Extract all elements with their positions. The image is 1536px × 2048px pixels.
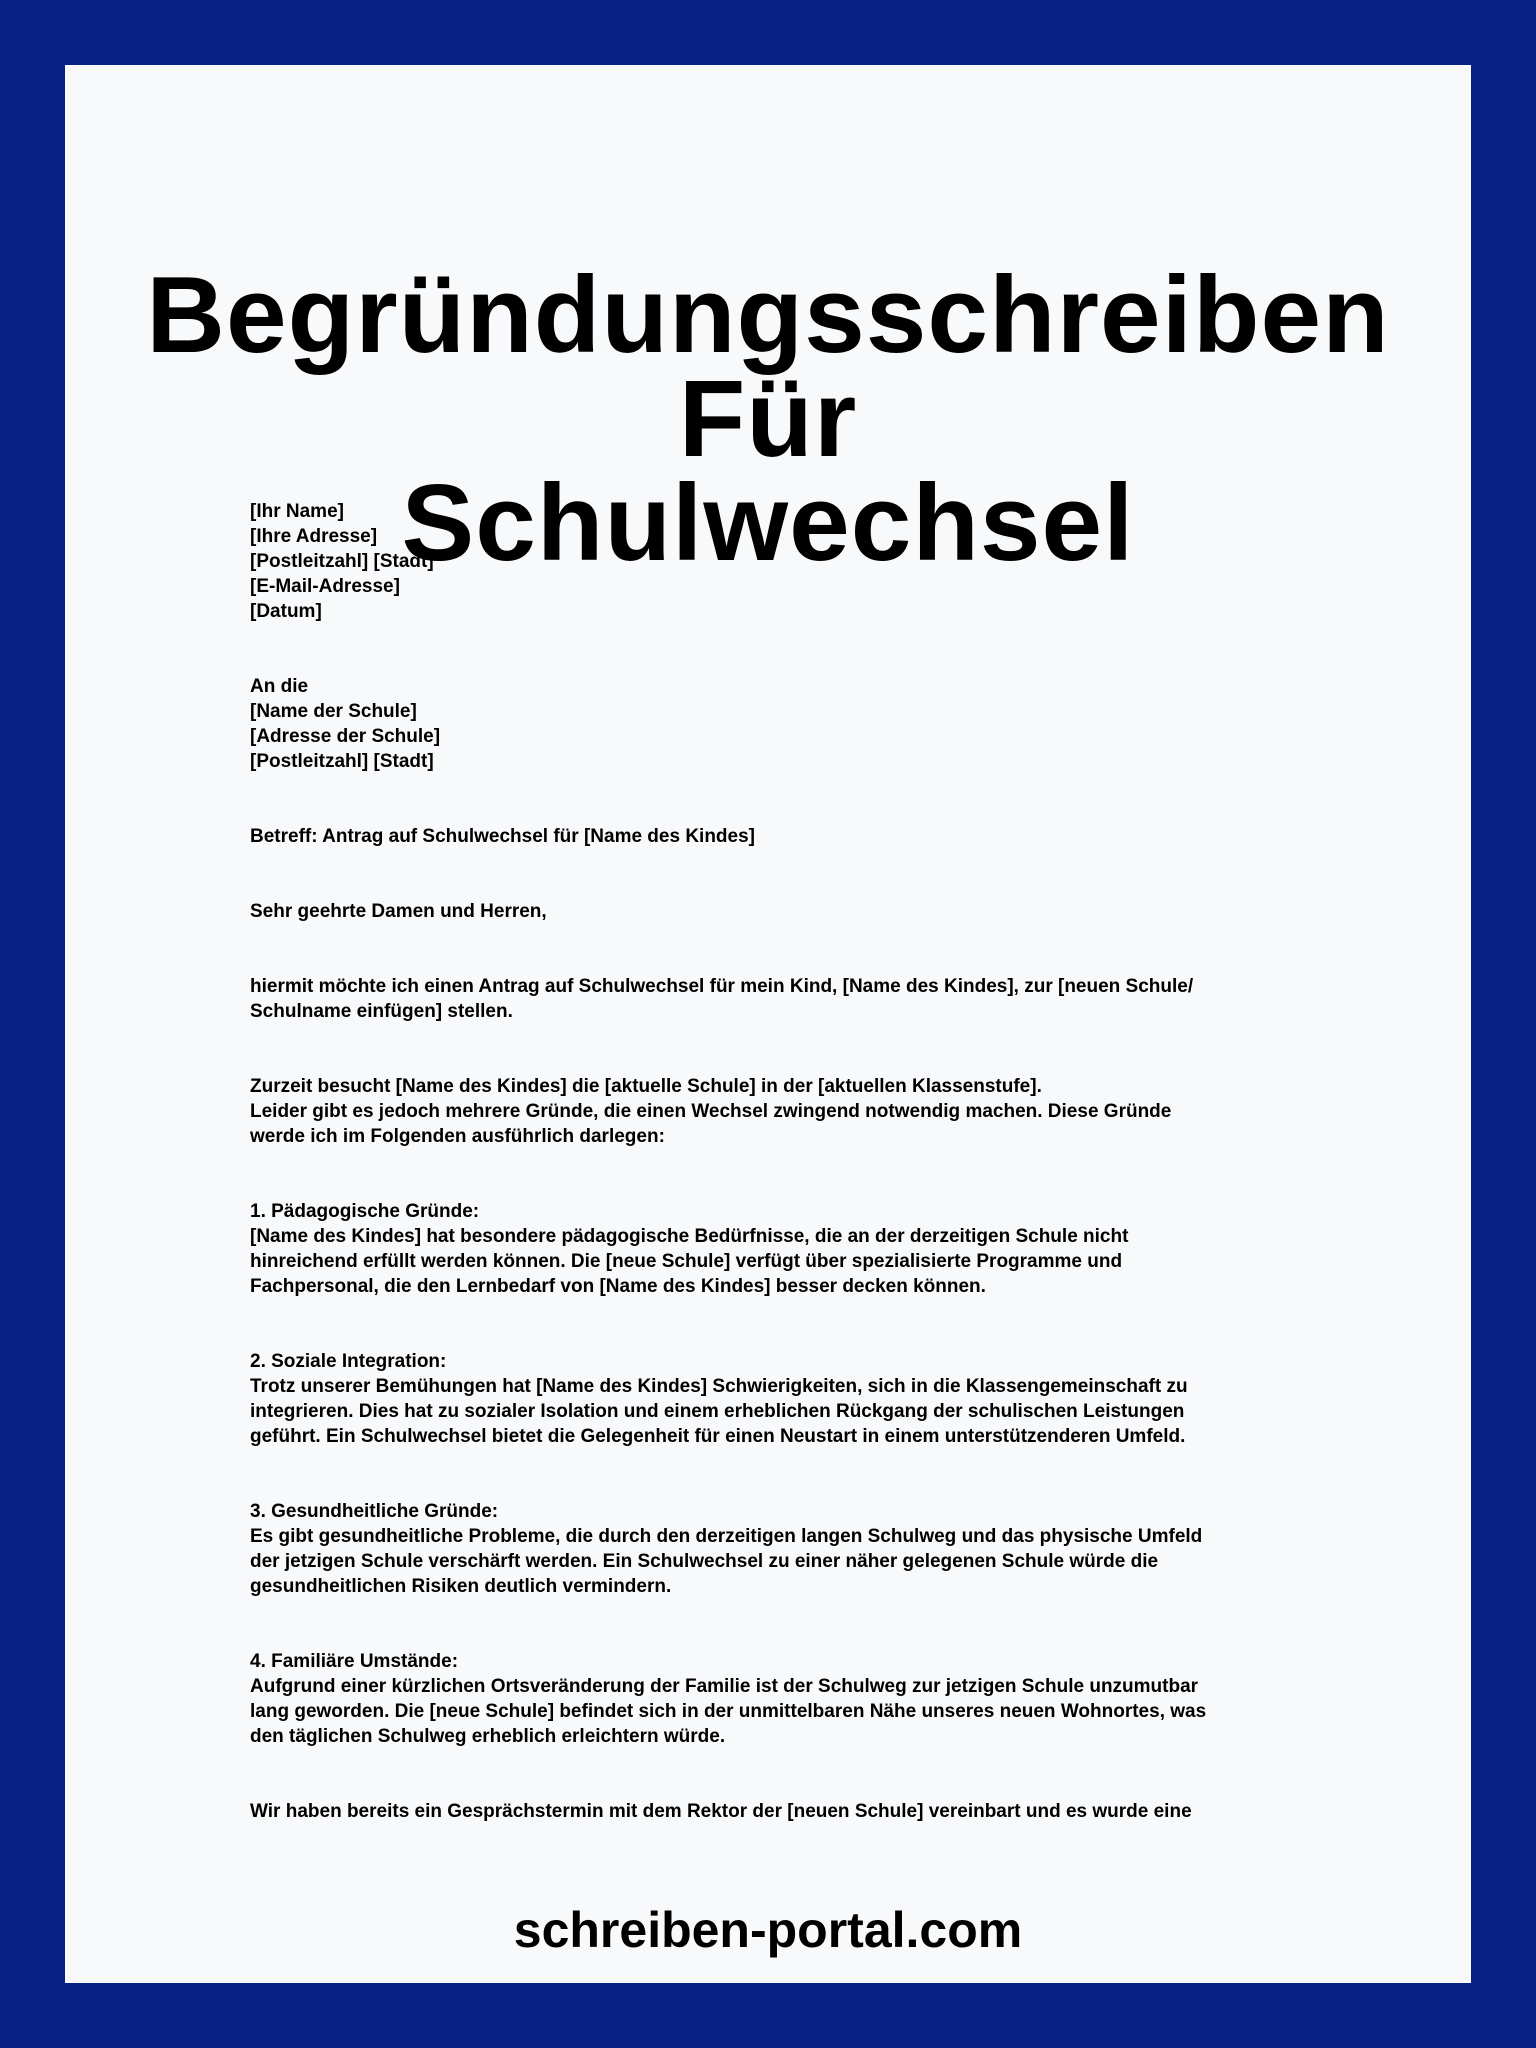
paragraph-line: Zurzeit besucht [Name des Kindes] die [aktuelle Schule] in der [aktuellen Klassenstufe]. [250, 1076, 1042, 1097]
title-line-1: Begründungsschreiben Für [146, 254, 1390, 480]
sender-date: [Datum] [250, 601, 322, 622]
paragraph-line: Wir haben bereits ein Gesprächstermin mit dem Rektor der [neuen Schule] vereinbart und es wurde eine [250, 1801, 1192, 1822]
recipient-address: [Adresse der Schule] [250, 726, 441, 747]
subject-line: Betreff: Antrag auf Schulwechsel für [Name des Kindes] [250, 826, 756, 847]
sender-block [250, 499, 1330, 624]
reason-heading: 3. Gesundheitliche Gründe: [250, 1501, 499, 1522]
recipient-block [250, 674, 1330, 774]
reason-heading: 4. Familiäre Umstände: [250, 1651, 459, 1672]
reason-heading: 2. Soziale Integration: [250, 1351, 447, 1372]
recipient-intro: An die [250, 676, 309, 697]
paragraph-line: hiermit möchte ich einen Antrag auf Schulwechsel für mein Kind, [Name des Kindes], zur [neuen Schule/ [250, 976, 1194, 997]
reason-heading: 1. Pädagogische Gründe: [250, 1201, 480, 1222]
paragraph-line: integrieren. Dies hat zu sozialer Isolation und einem erheblichen Rückgang der schulischen Leistungen [250, 1401, 1185, 1422]
reason-pedagogical [250, 1199, 1330, 1299]
paragraph-line: werde ich im Folgenden ausführlich darlegen: [250, 1126, 665, 1147]
sender-address: [Ihre Adresse] [250, 526, 378, 547]
recipient-city: [Postleitzahl] [Stadt] [250, 751, 434, 772]
paragraph-line: Trotz unserer Bemühungen hat [Name des Kindes] Schwierigkeiten, sich in die Klassengemeinschaft zu [250, 1376, 1188, 1397]
paragraph-line: Schulname einfügen] stellen. [250, 1001, 513, 1022]
sender-name: [Ihr Name] [250, 501, 344, 522]
subject-block [250, 824, 1330, 849]
salutation: Sehr geehrte Damen und Herren, [250, 901, 547, 922]
paragraph-line: Aufgrund einer kürzlichen Ortsveränderung der Familie ist der Schulweg zur jetzigen Schule unzumutbar [250, 1676, 1199, 1697]
paragraph-line: lang geworden. Die [neue Schule] befindet sich in der unmittelbaren Nähe unseres neuen Wohnortes, was [250, 1701, 1207, 1722]
closing-paragraph [250, 1799, 1330, 1824]
paragraph-line: den täglichen Schulweg erheblich erleichtern würde. [250, 1726, 726, 1747]
paragraph-line: hinreichend erfüllt werden können. Die [neue Schule] verfügt über spezialisierte Programme und [250, 1251, 1123, 1272]
sender-email: [E-Mail-Adresse] [250, 576, 400, 597]
paragraph-line: gesundheitlichen Risiken deutlich vermindern. [250, 1576, 672, 1597]
letter-body [250, 499, 1330, 1874]
paragraph-line: Leider gibt es jedoch mehrere Gründe, die einen Wechsel zwingend notwendig machen. Diese Gründe [250, 1101, 1172, 1122]
paragraph-line: geführt. Ein Schulwechsel bietet die Gelegenheit für einen Neustart in einem unterstützenderen Umfeld. [250, 1426, 1186, 1447]
paragraph-line: der jetzigen Schule verschärft werden. Ein Schulwechsel zu einer näher gelegenen Schule würde die [250, 1551, 1159, 1572]
recipient-school: [Name der Schule] [250, 701, 417, 722]
reason-social [250, 1349, 1330, 1449]
sender-city: [Postleitzahl] [Stadt] [250, 551, 434, 572]
site-watermark: schreiben-portal.com [513, 1902, 1023, 1958]
document-page [65, 65, 1471, 1983]
reason-family [250, 1649, 1330, 1749]
current-school-paragraph [250, 1074, 1330, 1149]
reason-health [250, 1499, 1330, 1599]
salutation-block [250, 899, 1330, 924]
intro-paragraph [250, 974, 1330, 1024]
paragraph-line: Es gibt gesundheitliche Probleme, die durch den derzeitigen langen Schulweg und das physische Umfeld [250, 1526, 1203, 1547]
title-line-2: Schulwechsel [401, 462, 1135, 584]
paragraph-line: [Name des Kindes] hat besondere pädagogische Bedürfnisse, die an der derzeitigen Schule nicht [250, 1226, 1129, 1247]
paragraph-line: Fachpersonal, die den Lernbedarf von [Name des Kindes] besser decken können. [250, 1276, 986, 1297]
